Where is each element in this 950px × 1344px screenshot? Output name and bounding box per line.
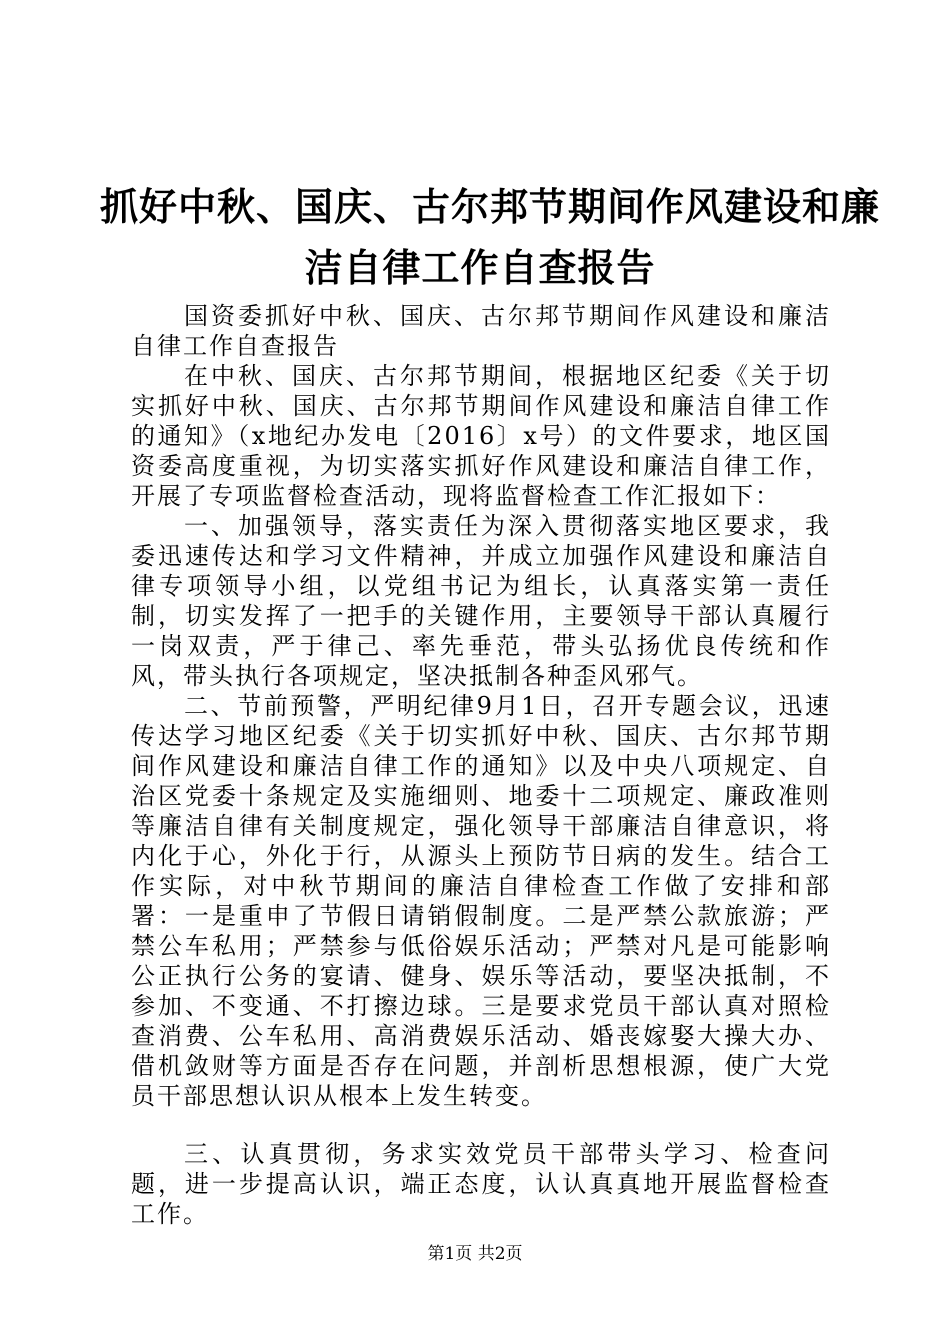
paragraph-section-1: 一、加强领导，落实责任为深入贯彻落实地区要求，我委迅速传达和学习文件精神，并成立加强作风建设和廉洁自律专项领导小组，以党组书记为组长，认真落实第一责任制，切实发挥了一把手的关键作用，主要领导干部认真履行一岗双责，严于律己、率先垂范，带头弘扬优良传统和作风，带头执行各项规定，坚决抵制各种歪风邪气。 <box>131 512 831 690</box>
paragraph-intro: 在中秋、国庆、古尔邦节期间，根据地区纪委《关于切实抓好中秋、国庆、古尔邦节期间作风建设和廉洁自律工作的通知》（x地纪办发电〔2016〕x号）的文件要求，地区国资委高度重视，为切实落实抓好作风建设和廉洁自律工作，开展了专项监督检查活动，现将监督检查工作汇报如下： <box>131 362 831 510</box>
document-title-line-2: 洁自律工作自查报告 <box>304 246 656 290</box>
paragraph-section-3: 三、认真贯彻，务求实效党员干部带头学习、检查问题，进一步提高认识，端正态度，认认真真地开展监督检查工作。 <box>131 1140 831 1228</box>
paragraph-subtitle: 国资委抓好中秋、国庆、古尔邦节期间作风建设和廉洁自律工作自查报告 <box>131 302 831 360</box>
document-title-line-1: 抓好中秋、国庆、古尔邦节期间作风建设和廉 <box>100 185 881 229</box>
paragraph-section-2: 二、节前预警，严明纪律9月1日，召开专题会议，迅速传达学习地区纪委《关于切实抓好中秋、国庆、古尔邦节期间作风建设和廉洁自律工作的通知》以及中央八项规定、自治区党委十条规定及实施细则、地委十二项规定、廉政准则等廉洁自律有关制度规定，强化领导干部廉洁自律意识，将内化于心，外化于行，从源头上预防节日病的发生。结合工作实际，对中秋节期间的廉洁自律检查工作做了安排和部署：一是重申了节假日请销假制度。二是严禁公款旅游；严禁公车私用；严禁参与低俗娱乐活动；严禁对凡是可能影响公正执行公务的宴请、健身、娱乐等活动，要坚决抵制，不参加、不变通、不打擦边球。三是要求党员干部认真对照检查消费、公车私用、高消费娱乐活动、婚丧嫁娶大操大办、借机敛财等方面是否存在问题，并剖析思想根源，使广大党员干部思想认识从根本上发生转变。 <box>131 692 831 1110</box>
page-footer: 第1页 共2页 <box>427 1244 523 1264</box>
document-body <box>131 301 831 1229</box>
